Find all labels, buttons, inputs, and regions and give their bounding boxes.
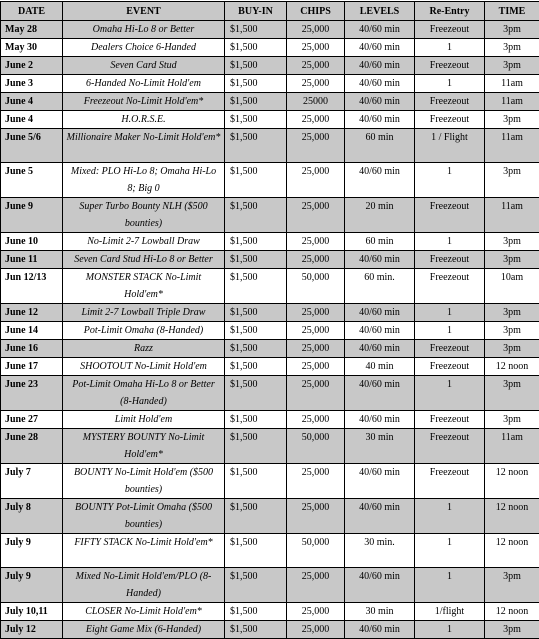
- table-row: [1, 269, 539, 304]
- table-row: [1, 429, 539, 464]
- cell-chips: 25,000: [287, 603, 345, 621]
- cell-levels: 30 min: [345, 429, 415, 464]
- cell-levels: 40/60 min: [345, 464, 415, 499]
- cell-chips: 25,000: [287, 21, 345, 39]
- cell-event: MYSTERY BOUNTY No-Limit Hold'em*: [63, 429, 225, 464]
- cell-buyin: $1,500: [225, 411, 287, 429]
- cell-chips: 25,000: [287, 358, 345, 376]
- cell-reentry: Freezeout: [415, 464, 485, 499]
- cell-reentry: 1 / Flight: [415, 129, 485, 163]
- cell-date: June 3: [1, 75, 63, 93]
- cell-reentry: 1: [415, 322, 485, 340]
- col-header-reentry: Re-Entry: [415, 2, 485, 21]
- cell-reentry: Freezeout: [415, 429, 485, 464]
- cell-levels: 40/60 min: [345, 111, 415, 129]
- cell-time: 3pm: [485, 568, 539, 603]
- cell-date: June 14: [1, 322, 63, 340]
- table-row: [1, 39, 539, 57]
- cell-buyin: $1,500: [225, 322, 287, 340]
- cell-buyin: $1,500: [225, 111, 287, 129]
- cell-time: 12 noon: [485, 464, 539, 499]
- cell-event: Millionaire Maker No-Limit Hold'em*: [63, 129, 225, 163]
- cell-event: Freezeout No-Limit Hold'em*: [63, 93, 225, 111]
- cell-reentry: Freezeout: [415, 198, 485, 233]
- cell-time: 3pm: [485, 304, 539, 322]
- cell-levels: 60 min.: [345, 269, 415, 304]
- cell-time: 11am: [485, 429, 539, 464]
- cell-event: Super Turbo Bounty NLH ($500 bounties): [63, 198, 225, 233]
- cell-date: July 7: [1, 464, 63, 499]
- cell-reentry: Freezeout: [415, 57, 485, 75]
- cell-levels: 40/60 min: [345, 93, 415, 111]
- cell-reentry: Freezeout: [415, 340, 485, 358]
- cell-buyin: $1,500: [225, 93, 287, 111]
- cell-time: 3pm: [485, 39, 539, 57]
- cell-reentry: 1: [415, 534, 485, 568]
- cell-chips: 25,000: [287, 39, 345, 57]
- schedule-table: [0, 1, 539, 639]
- cell-levels: 40/60 min: [345, 75, 415, 93]
- cell-reentry: 1: [415, 499, 485, 534]
- cell-date: June 23: [1, 376, 63, 411]
- cell-buyin: $1,500: [225, 198, 287, 233]
- cell-reentry: 1: [415, 621, 485, 639]
- cell-time: 3pm: [485, 340, 539, 358]
- cell-buyin: $1,500: [225, 499, 287, 534]
- table-row: [1, 21, 539, 39]
- cell-chips: 50,000: [287, 429, 345, 464]
- cell-date: June 10: [1, 233, 63, 251]
- cell-date: June 11: [1, 251, 63, 269]
- cell-event: Mixed No-Limit Hold'em/PLO (8-Handed): [63, 568, 225, 603]
- cell-chips: 25,000: [287, 57, 345, 75]
- cell-date: May 30: [1, 39, 63, 57]
- cell-reentry: Freezeout: [415, 93, 485, 111]
- col-header-chips: CHIPS: [287, 2, 345, 21]
- cell-levels: 40 min: [345, 358, 415, 376]
- cell-chips: 25,000: [287, 568, 345, 603]
- cell-time: 10am: [485, 269, 539, 304]
- cell-levels: 20 min: [345, 198, 415, 233]
- cell-date: July 9: [1, 568, 63, 603]
- table-row: [1, 621, 539, 639]
- cell-date: May 28: [1, 21, 63, 39]
- cell-time: 11am: [485, 129, 539, 163]
- cell-event: 6-Handed No-Limit Hold'em: [63, 75, 225, 93]
- cell-event: Seven Card Stud: [63, 57, 225, 75]
- cell-reentry: 1: [415, 39, 485, 57]
- cell-reentry: 1: [415, 75, 485, 93]
- cell-chips: 50,000: [287, 534, 345, 568]
- cell-event: BOUNTY Pot-Limit Omaha ($500 bounties): [63, 499, 225, 534]
- cell-buyin: $1,500: [225, 621, 287, 639]
- cell-chips: 25,000: [287, 376, 345, 411]
- cell-chips: 25,000: [287, 464, 345, 499]
- cell-reentry: 1: [415, 376, 485, 411]
- cell-date: June 12: [1, 304, 63, 322]
- table-row: [1, 75, 539, 93]
- cell-event: Pot-Limit Omaha (8-Handed): [63, 322, 225, 340]
- cell-buyin: $1,500: [225, 163, 287, 198]
- cell-event: Seven Card Stud Hi-Lo 8 or Better: [63, 251, 225, 269]
- cell-date: June 28: [1, 429, 63, 464]
- cell-levels: 40/60 min: [345, 621, 415, 639]
- cell-date: July 8: [1, 499, 63, 534]
- cell-chips: 25,000: [287, 322, 345, 340]
- cell-chips: 25000: [287, 93, 345, 111]
- table-row: [1, 376, 539, 411]
- col-header-date: DATE: [1, 2, 63, 21]
- cell-date: June 4: [1, 111, 63, 129]
- col-header-buyin: BUY-IN: [225, 2, 287, 21]
- cell-time: 12 noon: [485, 358, 539, 376]
- header-row: [1, 2, 539, 21]
- cell-time: 11am: [485, 75, 539, 93]
- cell-event: MONSTER STACK No-Limit Hold'em*: [63, 269, 225, 304]
- cell-chips: 25,000: [287, 111, 345, 129]
- cell-reentry: Freezeout: [415, 411, 485, 429]
- table-row: [1, 57, 539, 75]
- cell-reentry: Freezeout: [415, 111, 485, 129]
- cell-buyin: $1,500: [225, 340, 287, 358]
- cell-date: Jun 12/13: [1, 269, 63, 304]
- table-row: [1, 198, 539, 233]
- cell-event: Mixed: PLO Hi-Lo 8; Omaha Hi-Lo 8; Big 0: [63, 163, 225, 198]
- cell-levels: 30 min.: [345, 534, 415, 568]
- table-row: [1, 358, 539, 376]
- cell-buyin: $1,500: [225, 39, 287, 57]
- cell-event: BOUNTY No-Limit Hold'em ($500 bounties): [63, 464, 225, 499]
- cell-date: June 17: [1, 358, 63, 376]
- table-row: [1, 499, 539, 534]
- table-row: [1, 233, 539, 251]
- cell-chips: 25,000: [287, 163, 345, 198]
- cell-time: 3pm: [485, 251, 539, 269]
- cell-event: H.O.R.S.E.: [63, 111, 225, 129]
- cell-date: June 27: [1, 411, 63, 429]
- table-row: [1, 411, 539, 429]
- cell-levels: 40/60 min: [345, 39, 415, 57]
- cell-time: 12 noon: [485, 603, 539, 621]
- cell-levels: 40/60 min: [345, 568, 415, 603]
- table-row: [1, 603, 539, 621]
- cell-event: Dealers Choice 6-Handed: [63, 39, 225, 57]
- cell-chips: 25,000: [287, 499, 345, 534]
- cell-buyin: $1,500: [225, 57, 287, 75]
- cell-buyin: $1,500: [225, 269, 287, 304]
- table-row: [1, 464, 539, 499]
- cell-levels: 40/60 min: [345, 499, 415, 534]
- col-header-event: EVENT: [63, 2, 225, 21]
- cell-event: Omaha Hi-Lo 8 or Better: [63, 21, 225, 39]
- cell-levels: 40/60 min: [345, 411, 415, 429]
- cell-levels: 40/60 min: [345, 376, 415, 411]
- cell-event: SHOOTOUT No-Limit Hold'em: [63, 358, 225, 376]
- cell-time: 3pm: [485, 411, 539, 429]
- cell-levels: 40/60 min: [345, 21, 415, 39]
- cell-levels: 40/60 min: [345, 57, 415, 75]
- cell-date: June 5/6: [1, 129, 63, 163]
- cell-reentry: 1/flight: [415, 603, 485, 621]
- cell-chips: 25,000: [287, 304, 345, 322]
- cell-buyin: $1,500: [225, 603, 287, 621]
- cell-levels: 40/60 min: [345, 163, 415, 198]
- cell-buyin: $1,500: [225, 251, 287, 269]
- cell-buyin: $1,500: [225, 376, 287, 411]
- cell-levels: 40/60 min: [345, 340, 415, 358]
- table-row: [1, 251, 539, 269]
- cell-time: 3pm: [485, 163, 539, 198]
- cell-chips: 50,000: [287, 269, 345, 304]
- cell-time: 12 noon: [485, 499, 539, 534]
- cell-buyin: $1,500: [225, 568, 287, 603]
- cell-levels: 60 min: [345, 129, 415, 163]
- cell-levels: 30 min: [345, 603, 415, 621]
- cell-date: July 12: [1, 621, 63, 639]
- table-row: [1, 93, 539, 111]
- cell-chips: 25,000: [287, 198, 345, 233]
- cell-date: June 16: [1, 340, 63, 358]
- cell-event: FIFTY STACK No-Limit Hold'em*: [63, 534, 225, 568]
- cell-chips: 25,000: [287, 129, 345, 163]
- cell-event: Eight Game Mix (6-Handed): [63, 621, 225, 639]
- cell-time: 3pm: [485, 57, 539, 75]
- cell-event: Razz: [63, 340, 225, 358]
- cell-time: 11am: [485, 198, 539, 233]
- cell-reentry: 1: [415, 163, 485, 198]
- col-header-time: TIME: [485, 2, 539, 21]
- table-row: [1, 534, 539, 568]
- cell-chips: 25,000: [287, 233, 345, 251]
- cell-buyin: $1,500: [225, 429, 287, 464]
- cell-buyin: $1,500: [225, 233, 287, 251]
- table-row: [1, 568, 539, 603]
- cell-chips: 25,000: [287, 340, 345, 358]
- table-row: [1, 111, 539, 129]
- cell-levels: 40/60 min: [345, 322, 415, 340]
- col-header-levels: LEVELS: [345, 2, 415, 21]
- cell-reentry: 1: [415, 568, 485, 603]
- table-row: [1, 304, 539, 322]
- cell-time: 3pm: [485, 111, 539, 129]
- cell-time: 3pm: [485, 376, 539, 411]
- cell-buyin: $1,500: [225, 534, 287, 568]
- cell-buyin: $1,500: [225, 129, 287, 163]
- cell-levels: 40/60 min: [345, 251, 415, 269]
- table-row: [1, 322, 539, 340]
- table-row: [1, 163, 539, 198]
- cell-time: 3pm: [485, 233, 539, 251]
- cell-time: 3pm: [485, 21, 539, 39]
- cell-date: June 4: [1, 93, 63, 111]
- cell-levels: 60 min: [345, 233, 415, 251]
- cell-reentry: Freezeout: [415, 21, 485, 39]
- cell-reentry: Freezeout: [415, 358, 485, 376]
- cell-event: No-Limit 2-7 Lowball Draw: [63, 233, 225, 251]
- cell-time: 12 noon: [485, 534, 539, 568]
- cell-buyin: $1,500: [225, 358, 287, 376]
- cell-reentry: 1: [415, 304, 485, 322]
- table-row: [1, 129, 539, 163]
- table-row: [1, 340, 539, 358]
- cell-event: Pot-Limit Omaha Hi-Lo 8 or Better (8-Handed): [63, 376, 225, 411]
- cell-date: June 2: [1, 57, 63, 75]
- cell-date: July 9: [1, 534, 63, 568]
- cell-event: Limit 2-7 Lowball Triple Draw: [63, 304, 225, 322]
- cell-chips: 25,000: [287, 251, 345, 269]
- cell-event: Limit Hold'em: [63, 411, 225, 429]
- cell-buyin: $1,500: [225, 75, 287, 93]
- cell-event: CLOSER No-Limit Hold'em*: [63, 603, 225, 621]
- cell-levels: 40/60 min: [345, 304, 415, 322]
- cell-reentry: 1: [415, 233, 485, 251]
- cell-time: 3pm: [485, 322, 539, 340]
- cell-chips: 25,000: [287, 75, 345, 93]
- cell-time: 3pm: [485, 621, 539, 639]
- cell-chips: 25,000: [287, 621, 345, 639]
- cell-buyin: $1,500: [225, 21, 287, 39]
- cell-chips: 25,000: [287, 411, 345, 429]
- cell-date: June 9: [1, 198, 63, 233]
- cell-date: June 5: [1, 163, 63, 198]
- cell-date: July 10,11: [1, 603, 63, 621]
- cell-reentry: Freezeout: [415, 269, 485, 304]
- cell-time: 11am: [485, 93, 539, 111]
- cell-reentry: Freezeout: [415, 251, 485, 269]
- cell-buyin: $1,500: [225, 464, 287, 499]
- cell-buyin: $1,500: [225, 304, 287, 322]
